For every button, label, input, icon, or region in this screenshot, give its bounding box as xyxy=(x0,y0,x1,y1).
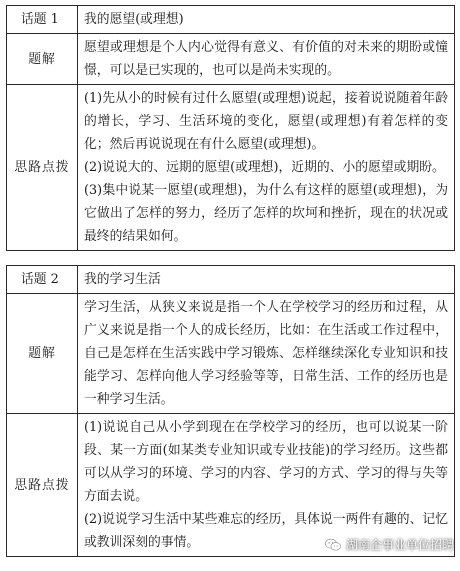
topic-header-row xyxy=(7,6,455,34)
explanation-row xyxy=(7,294,455,414)
paragraph: (3)集中说某一愿望(或理想)，为什么有这样的愿望(或理想)，为它做出了怎样的努力，经历了怎样的坎坷和挫折，现在的状况或最终的结果如何。 xyxy=(84,183,448,244)
paragraph: (1)先从小的时候有过什么愿望(或理想)说起，接着说说随着年龄的增长，学习、生活环境的变化，愿望(或理想)有着怎样的变化；然后再说说现在有什么愿望(或理想)。 xyxy=(84,91,448,152)
row-label: 思路点拨 xyxy=(7,414,78,557)
topic-title: 我的愿望(或理想) xyxy=(78,6,455,34)
document-page xyxy=(6,5,454,571)
explanation-row xyxy=(7,34,455,85)
wechat-icon xyxy=(324,538,342,552)
row-label: 题解 xyxy=(7,294,78,414)
paragraph: 愿望或理想是个人内心觉得有意义、有价值的对未来的期盼或憧憬，可以是已实现的，也可以是尚未实现的。 xyxy=(84,40,448,78)
topic-header-row xyxy=(7,266,455,294)
row-label: 思路点拨 xyxy=(7,85,78,251)
topic-table-2 xyxy=(6,265,455,557)
topic-title: 我的学习生活 xyxy=(78,266,455,294)
row-content xyxy=(78,85,455,251)
topic-table-1 xyxy=(6,5,455,251)
paragraph: (2)说说学习生活中某些难忘的经历，具体说一两件有趣的、记忆或教训深刻的事情。 xyxy=(84,512,448,550)
watermark xyxy=(324,536,454,553)
guidance-row xyxy=(7,85,455,251)
topic-label: 话题 1 xyxy=(7,6,78,34)
paragraph: (2)说说大的、远期的愿望(或理想)，近期的、小的愿望或期盼。 xyxy=(84,160,445,175)
row-content xyxy=(78,34,455,85)
paragraph: (1)说说自己从小学到现在在学校学习的经历，也可以说某一阶段、某一方面(如某类专业知识或专业技能)的学习经历。这些都可以从学习的环境、学习的内容、学习的方式、学习的得与失等方面去说。 xyxy=(84,420,448,504)
topic-label: 话题 2 xyxy=(7,266,78,294)
row-content xyxy=(78,294,455,414)
paragraph: 学习生活，从狭义来说是指一个人在学校学习的经历和过程，从广义来说是指一个人的成长经历，比如：在生活或工作过程中，自己是怎样在生活实践中学习锻炼、怎样继续深化专业知识和技能学习、怎样向他人学习经验等等，日常生活、工作的经历也是一种学习生活。 xyxy=(84,300,448,407)
watermark-text: 湖南企事业单位招聘 xyxy=(345,538,454,552)
row-label: 题解 xyxy=(7,34,78,85)
